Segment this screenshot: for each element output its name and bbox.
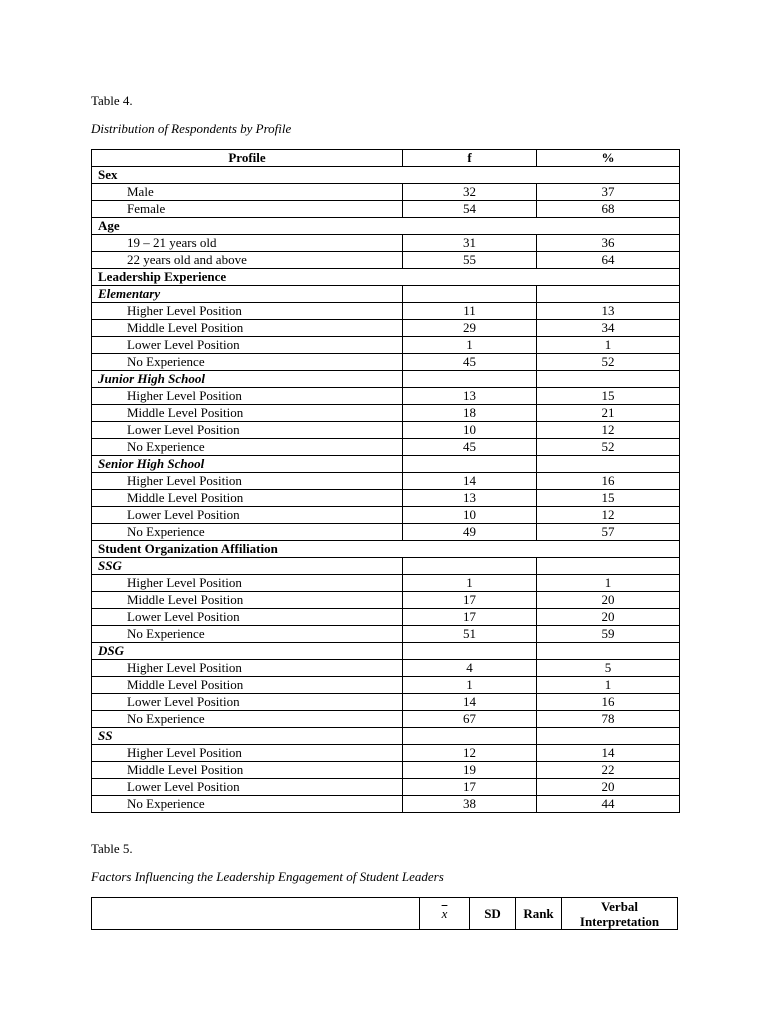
frequency-cell: 17: [403, 609, 537, 626]
table-row: [92, 473, 680, 490]
row-label: No Experience: [92, 354, 403, 371]
percent-cell: 20: [537, 609, 680, 626]
row-label: Lower Level Position: [92, 422, 403, 439]
row-label: Middle Level Position: [92, 405, 403, 422]
row-label: No Experience: [92, 796, 403, 813]
table-row: [92, 575, 680, 592]
frequency-cell: 67: [403, 711, 537, 728]
frequency-cell: 14: [403, 473, 537, 490]
percent-cell: 44: [537, 796, 680, 813]
table-row: [92, 592, 680, 609]
table-row: [92, 218, 680, 235]
percent-cell: 68: [537, 201, 680, 218]
table-row: [92, 371, 680, 388]
subcategory-label: SSG: [92, 558, 403, 575]
table-row: [92, 354, 680, 371]
row-label: Middle Level Position: [92, 320, 403, 337]
percent-cell: [537, 558, 680, 575]
header-rank: Rank: [516, 898, 562, 930]
table-row: [92, 626, 680, 643]
frequency-cell: 1: [403, 337, 537, 354]
frequency-cell: 32: [403, 184, 537, 201]
header-profile: Profile: [92, 150, 403, 167]
table-row: [92, 677, 680, 694]
row-label: Higher Level Position: [92, 388, 403, 405]
frequency-cell: 18: [403, 405, 537, 422]
row-label: Female: [92, 201, 403, 218]
frequency-cell: [403, 558, 537, 575]
frequency-cell: 31: [403, 235, 537, 252]
table-row: [92, 201, 680, 218]
row-label: Higher Level Position: [92, 473, 403, 490]
table-row: [92, 235, 680, 252]
row-label: Middle Level Position: [92, 490, 403, 507]
table-row: [92, 796, 680, 813]
table-row: [92, 320, 680, 337]
percent-cell: 15: [537, 388, 680, 405]
table-row: [92, 524, 680, 541]
table-row: [92, 439, 680, 456]
frequency-cell: 17: [403, 779, 537, 796]
row-label: Lower Level Position: [92, 694, 403, 711]
table-row: [92, 779, 680, 796]
percent-cell: 57: [537, 524, 680, 541]
frequency-cell: [403, 728, 537, 745]
percent-cell: 13: [537, 303, 680, 320]
percent-cell: 16: [537, 473, 680, 490]
percent-cell: 34: [537, 320, 680, 337]
row-label: Higher Level Position: [92, 660, 403, 677]
frequency-cell: 49: [403, 524, 537, 541]
row-label: Middle Level Position: [92, 592, 403, 609]
table5-label: Table 5.: [91, 841, 133, 856]
frequency-cell: [403, 286, 537, 303]
profile-distribution-table: [91, 149, 680, 813]
frequency-cell: 4: [403, 660, 537, 677]
frequency-cell: 55: [403, 252, 537, 269]
frequency-cell: [403, 456, 537, 473]
percent-cell: 36: [537, 235, 680, 252]
table-header-row: [92, 150, 680, 167]
frequency-cell: 19: [403, 762, 537, 779]
factors-table: [91, 897, 678, 930]
percent-cell: [537, 286, 680, 303]
row-label: Middle Level Position: [92, 762, 403, 779]
table-row: [92, 456, 680, 473]
percent-cell: 20: [537, 779, 680, 796]
percent-cell: 12: [537, 422, 680, 439]
frequency-cell: 45: [403, 354, 537, 371]
percent-cell: 12: [537, 507, 680, 524]
table-row: [92, 541, 680, 558]
category-label: Leadership Experience: [92, 269, 680, 286]
frequency-cell: 54: [403, 201, 537, 218]
table-row: [92, 303, 680, 320]
row-label: No Experience: [92, 439, 403, 456]
frequency-cell: 51: [403, 626, 537, 643]
table-row: [92, 405, 680, 422]
table-row: [92, 660, 680, 677]
percent-cell: 64: [537, 252, 680, 269]
header-factor: [92, 898, 420, 930]
row-label: Lower Level Position: [92, 337, 403, 354]
subcategory-label: Junior High School: [92, 371, 403, 388]
percent-cell: 16: [537, 694, 680, 711]
row-label: Higher Level Position: [92, 745, 403, 762]
table-row: [92, 643, 680, 660]
row-label: No Experience: [92, 626, 403, 643]
row-label: Middle Level Position: [92, 677, 403, 694]
frequency-cell: [403, 643, 537, 660]
frequency-cell: 1: [403, 575, 537, 592]
table5-title: Factors Influencing the Leadership Engagement of Student Leaders: [91, 869, 444, 884]
percent-cell: 14: [537, 745, 680, 762]
category-label: Student Organization Affiliation: [92, 541, 680, 558]
percent-cell: 5: [537, 660, 680, 677]
percent-cell: [537, 643, 680, 660]
frequency-cell: 14: [403, 694, 537, 711]
percent-cell: 78: [537, 711, 680, 728]
percent-cell: [537, 728, 680, 745]
table4-label: Table 4.: [91, 93, 133, 108]
frequency-cell: 10: [403, 507, 537, 524]
percent-cell: 52: [537, 354, 680, 371]
row-label: Higher Level Position: [92, 575, 403, 592]
percent-cell: 15: [537, 490, 680, 507]
frequency-cell: 11: [403, 303, 537, 320]
category-label: Sex: [92, 167, 680, 184]
row-label: No Experience: [92, 524, 403, 541]
table-header-row: [92, 898, 678, 930]
row-label: No Experience: [92, 711, 403, 728]
row-label: Higher Level Position: [92, 303, 403, 320]
frequency-cell: 29: [403, 320, 537, 337]
table-row: [92, 609, 680, 626]
table-body: [92, 167, 680, 813]
table-row: [92, 252, 680, 269]
category-label: Age: [92, 218, 680, 235]
table-row: [92, 507, 680, 524]
frequency-cell: 13: [403, 490, 537, 507]
percent-cell: 20: [537, 592, 680, 609]
row-label: Male: [92, 184, 403, 201]
frequency-cell: 13: [403, 388, 537, 405]
percent-cell: 1: [537, 575, 680, 592]
subcategory-label: Elementary: [92, 286, 403, 303]
subcategory-label: DSG: [92, 643, 403, 660]
header-verbal-interpretation: Verbal Interpretation: [562, 898, 678, 930]
table-row: [92, 490, 680, 507]
table-row: [92, 558, 680, 575]
row-label: 19 – 21 years old: [92, 235, 403, 252]
table-row: [92, 711, 680, 728]
table-row: [92, 167, 680, 184]
table-row: [92, 337, 680, 354]
subcategory-label: Senior High School: [92, 456, 403, 473]
frequency-cell: 10: [403, 422, 537, 439]
percent-cell: 22: [537, 762, 680, 779]
percent-cell: 1: [537, 337, 680, 354]
frequency-cell: 38: [403, 796, 537, 813]
table-row: [92, 388, 680, 405]
table-row: [92, 269, 680, 286]
table-row: [92, 762, 680, 779]
row-label: Lower Level Position: [92, 609, 403, 626]
frequency-cell: 12: [403, 745, 537, 762]
percent-cell: 37: [537, 184, 680, 201]
table-row: [92, 728, 680, 745]
percent-cell: 21: [537, 405, 680, 422]
table-row: [92, 184, 680, 201]
row-label: Lower Level Position: [92, 779, 403, 796]
percent-cell: 1: [537, 677, 680, 694]
header-frequency: f: [403, 150, 537, 167]
row-label: 22 years old and above: [92, 252, 403, 269]
table-row: [92, 422, 680, 439]
percent-cell: [537, 371, 680, 388]
percent-cell: [537, 456, 680, 473]
table4-title: Distribution of Respondents by Profile: [91, 121, 292, 136]
header-mean: $\overline{x}$: [420, 898, 470, 930]
header-percent: %: [537, 150, 680, 167]
frequency-cell: [403, 371, 537, 388]
subcategory-label: SS: [92, 728, 403, 745]
row-label: Lower Level Position: [92, 507, 403, 524]
header-sd: SD: [470, 898, 516, 930]
percent-cell: 59: [537, 626, 680, 643]
table-row: [92, 694, 680, 711]
table-row: [92, 745, 680, 762]
frequency-cell: 1: [403, 677, 537, 694]
frequency-cell: 17: [403, 592, 537, 609]
frequency-cell: 45: [403, 439, 537, 456]
percent-cell: 52: [537, 439, 680, 456]
table-row: [92, 286, 680, 303]
